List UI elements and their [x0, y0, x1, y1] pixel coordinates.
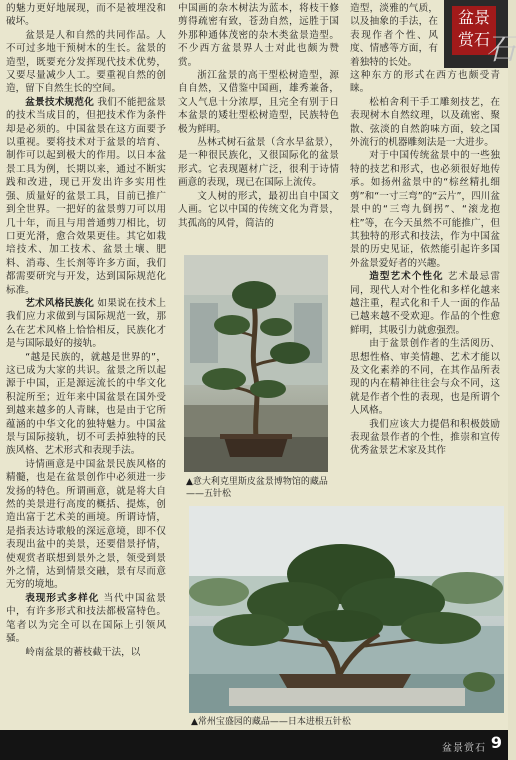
- paragraph-text: 的魅力更好地展现，而不是被埋没和破坏。: [6, 3, 166, 28]
- paragraph-text: 我们不能把盆景的技术当成目的，但把技术作为条件却是必须的。中国盆景在这方面要予以重视。要将技术对于盆景的培育、制作可以起到极大的作用。以日本盆景工具为例，长期以来，通过不断实践和改进，现已开发出许多实用性强、质量好的盆景工具，目前已推广到全世界。一把好的盆景剪刀可以用几十年，而且与用普通剪刀相比，切口更光滑，愈合效果更佳。其它如栽培技术、加工技术、盆景土壤、肥料、消毒、生长剂等许多方面，我们都需要研究与开发，达到国际规范化标准。: [6, 96, 166, 296]
- paragraph: [6, 2, 166, 29]
- paragraph: [6, 351, 166, 458]
- paragraph: [6, 297, 166, 351]
- paragraph-text: 浙江盆景的高干型松树造型，源自自然，又借鉴中国画，雄秀兼备，文人气息十分浓厚，且完全有别于日本盆景的矮壮型松树造型，民族特色极为鲜明。: [178, 70, 339, 135]
- bonsai-pine-illustration: [184, 255, 328, 472]
- section-heading: 表现形式多样化: [25, 592, 100, 604]
- paragraph: [6, 29, 166, 96]
- paragraph-text: 诗情画意是中国盆景民族风格的精髓，也是在盆景创作中必须进一步发扬的特色。所谓画意，就是将大自然的美景进行高度的概括、提炼，创造出富于艺术美的画境。所谓诗情，是指表达诗歌般的深远意境，即不仅表现出盆中的美景，还要借景抒情，使观赏者联想到景外之景，领受到景外之情，达到情景交融，景有尽而意无穷的境地。: [6, 458, 166, 591]
- paragraph: [350, 69, 500, 96]
- paragraph-text: 丛林式树石盆景（含水旱盆景），是一种很民族化，又很国际化的盆景形式。它表现题材广泛，很利于诗情画意的表现，现已在国际上流传。: [178, 137, 339, 189]
- footer-magazine-title: 盆景赏石: [442, 743, 486, 754]
- section-heading: 艺术风格民族化: [25, 297, 95, 309]
- section-heading: 盆景技术规范化: [25, 96, 95, 108]
- paragraph: [350, 96, 500, 150]
- paragraph-text: 岭南盆景的蓄枝截干法，以: [25, 646, 141, 658]
- paragraph-text: “越是民族的，就越是世界的”，这已成为大家的共识。盆景之所以起源于中国，正是源远流长的中华文化积淀所至；近年来中国盆景在国外受到越来越多的人青睐，也是由于它所蕴涵的中华文化的独特魅力。中国盆景与国际接轨，切不可丢掉独特的民族风格、艺术形式和表现手法。: [6, 351, 166, 457]
- text-column-1: [6, 2, 166, 659]
- paragraph: [350, 2, 438, 69]
- paragraph-text: 文人树的形式，最初出自中国文人画。它以中国的传统文化为背景，其孤高的风骨，简洁的: [178, 190, 339, 229]
- paragraph: [178, 136, 339, 190]
- section-corner-logo: [444, 0, 516, 68]
- paragraph-text: 当代中国盆景中，有许多形式和技法都极富特色。笔者以为完全可以在国际上引领风骚。: [6, 592, 167, 645]
- bonsai-photo-changzhou: [189, 506, 504, 713]
- section-stone-char: 石: [486, 32, 516, 67]
- paragraph: [6, 96, 166, 297]
- text-column-2: [178, 2, 339, 250]
- text-column-3: [350, 2, 500, 458]
- paragraph: [178, 2, 339, 69]
- paragraph: [350, 149, 500, 270]
- paragraph-text: 由于盆景创作者的生活阅历、思想性格、审美情趣、艺术才能以及文化素养的不同，在其作品所表现的内在精神往往会与众不同，这就是作者个性的表现，也是所谓个人风格。: [350, 338, 500, 417]
- paragraph-text: 我们应该大力提倡和积极鼓励表现盆景作者的个性，推崇和宣传优秀盆景艺术家及其作: [350, 418, 500, 457]
- paragraph: [6, 458, 166, 592]
- bonsai-garden-illustration: [189, 506, 504, 713]
- paragraph-text: 造型，淡雅的气质，以及抽象的手法，在表现作者个性、风度、情感等方面，有着独特的长处。: [350, 3, 438, 68]
- paragraph: [6, 592, 166, 646]
- page-footer: [0, 730, 508, 760]
- paragraph-text: 中国画的杂木树法为蓝本，将枝干修剪得疏密有致，苍劲自然，远胜于国外那种通体茂密的杂木类盆景造型。不少西方盆景界人士对此也颇为赞赏。: [178, 3, 339, 68]
- paragraph-text: 对于中国传统盆景中的一些独特的技艺和形式，也必须很好地传承。如扬州盆景中的“棕丝精扎细剪”和“一寸三弯”的“云片”，四川盆景中的“三弯九倒拐”、“滚龙抱柱”等，在今天虽然不可能推广，但其独特的形式和技法，作为中国盆景的历史见证，依然能引起许多国外盆景爱好者的兴趣。: [350, 150, 500, 269]
- paragraph: [350, 418, 500, 458]
- paragraph: [178, 69, 339, 136]
- paragraph-text: 艺术最忌雷同，现代人对个性化和多样化越来越注重，程式化和千人一面的作品已越来越不受欢迎。作品的个性愈鲜明，其吸引力就愈强烈。: [350, 271, 501, 336]
- bonsai-photo-italy: [184, 255, 328, 472]
- photo-caption-1: ▲意大利克里斯皮盆景博物馆的藏品——五针松: [186, 477, 328, 499]
- page-number: 9: [490, 733, 502, 752]
- paragraph: [350, 337, 500, 417]
- paragraph-text: 松柏舍利干手工雕刻技艺，在表现树木自然纹理，以及疏密、聚散、弦淡的自然韵味方面，较之国外流行的机器雕刻法是一大进步。: [350, 96, 500, 149]
- section-label-line1: 盆景: [457, 8, 490, 27]
- photo-caption-2: ▲常州宝盛园的藏品——日本进根五针松: [191, 717, 351, 727]
- section-heading: 造型艺术个性化: [369, 271, 444, 283]
- paragraph: [178, 190, 339, 230]
- paragraph: [6, 646, 166, 659]
- section-label-line2: 赏石: [457, 30, 490, 49]
- paragraph-text: 盆景是人和自然的共同作品。人不可过多地干预树木的生长。盆景的造型，既要充分发挥现代技术优势，又要尽量减少人工。要重视自然的创造，留下自然生长的空间。: [6, 29, 166, 95]
- paragraph: [350, 270, 500, 337]
- paragraph-text: 如果说在技术上我们应力求做到与国际规范一致，那么在艺术风格上恰恰相反，民族化才是与国际最好的接轨。: [6, 297, 166, 350]
- paragraph-text: 这种东方的形式在西方也颇受青睐。: [350, 70, 500, 95]
